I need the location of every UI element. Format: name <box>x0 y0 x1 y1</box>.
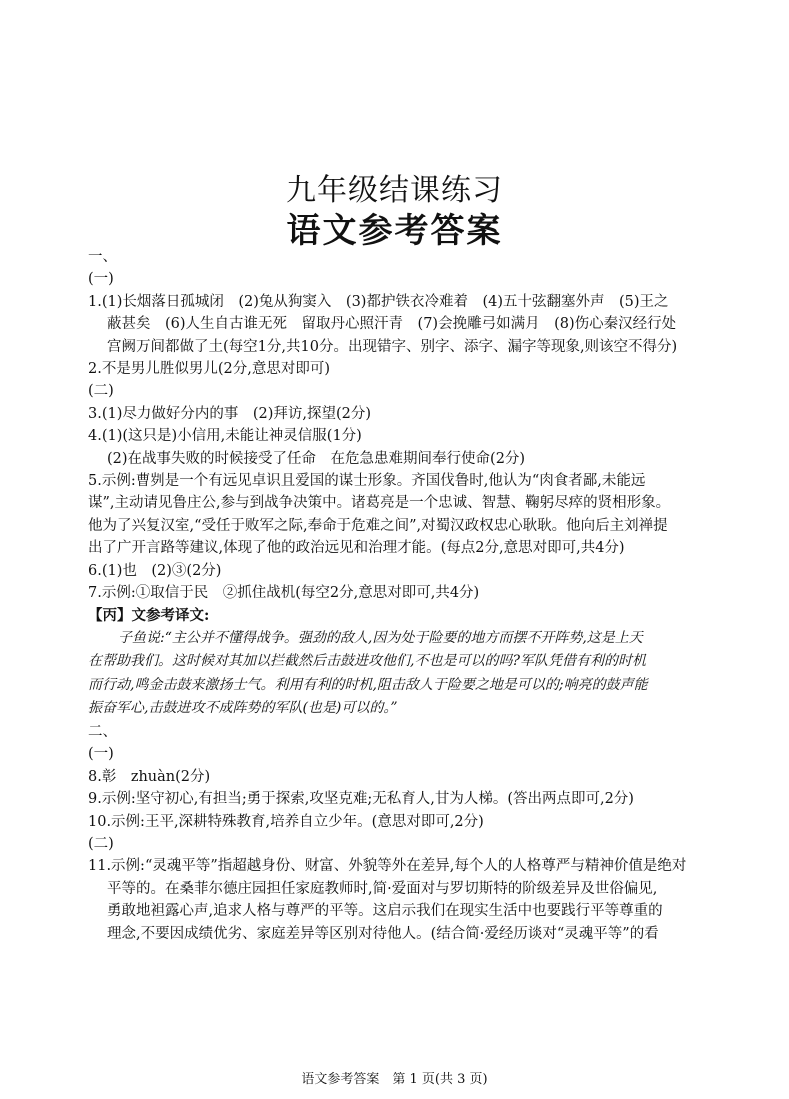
answer-line: 2.不是男儿胜似男儿(2分,意思对即可) <box>88 361 330 378</box>
translation-line: 在帮助我们。这时候对其加以拦截然后击鼓进攻他们,不也是可以的吗?军队凭借有利的时机 <box>88 653 646 670</box>
answer-line: 二、 <box>88 723 117 740</box>
answer-line: 8.彰 zhuàn(2分) <box>88 768 211 785</box>
answer-line: (二) <box>88 835 114 852</box>
answer-line: 平等的。在桑菲尔德庄园担任家庭教师时,简·爱面对与罗切斯特的阶级差异及世俗偏见, <box>107 880 658 897</box>
answer-section-one <box>88 246 708 627</box>
answer-line: 他为了兴复汉室,“受任于败军之际,奉命于危难之间”,对蜀汉政权忠心耿耿。他向后主刘禅提 <box>88 517 668 534</box>
answer-line: 6.(1)也 (2)③(2分) <box>88 562 222 579</box>
answer-line: 理念,不要因成绩优劣、家庭差异等区别对待他人。(结合简·爱经历谈对“灵魂平等”的看 <box>107 925 659 942</box>
document-subtitle: 语文参考答案 <box>286 211 503 251</box>
answer-line: 10.示例:王平,深耕特殊教育,培养自立少年。(意思对即可,2分) <box>88 813 484 830</box>
answer-line: 出了广开言路等建议,体现了他的政治远见和治理才能。(每点2分,意思对即可,共4分) <box>88 540 625 557</box>
answer-line: (2)在战事失败的时候接受了任命 在危急患难期间奉行使命(2分) <box>107 450 526 467</box>
answer-line: 9.示例:坚守初心,有担当;勇于探索,攻坚克难;无私育人,甘为人梯。(答出两点即可,2分) <box>88 791 634 808</box>
document-title: 九年级结课练习 <box>286 173 503 208</box>
answer-line: 1.(1)长烟落日孤城闭 (2)兔从狗窦入 (3)都护铁衣冷难着 (4)五十弦翻塞外声 (5)王之 <box>88 293 669 310</box>
answer-line: (一) <box>88 746 114 763</box>
answer-line: (二) <box>88 383 114 400</box>
page-footer: 语文参考答案 第 1 页(共 3 页) <box>301 1072 488 1087</box>
translation-line: 振奋军心,击鼓进攻不成阵势的军队(也是)可以的。” <box>88 700 398 717</box>
answer-section-two <box>88 721 708 945</box>
answer-line: 宫阙万间都做了土(每空1分,共10分。出现错字、别字、添字、漏字等现象,则该空不得分) <box>107 338 678 355</box>
answer-line: 4.(1)(这只是)小信用,未能让神灵信服(1分) <box>88 428 362 445</box>
answer-line: 11.示例:“灵魂平等”指超越身份、财富、外貌等外在差异,每个人的人格尊严与精神价值是绝对 <box>88 858 687 875</box>
answer-line: 【丙】文参考译文: <box>88 606 210 624</box>
answer-line: 5.示例:曹刿是一个有远见卓识且爱国的谋士形象。齐国伐鲁时,他认为“肉食者鄙,未能远 <box>88 473 646 490</box>
answer-line: 谋”,主动请见鲁庄公,参与到战争决策中。诸葛亮是一个忠诚、智慧、鞠躬尽瘁的贤相形象。 <box>88 495 671 512</box>
answer-line: 勇敢地袒露心声,追求人格与尊严的平等。这启示我们在现实生活中也要践行平等尊重的 <box>107 903 663 920</box>
translation-line: 子鱼说:“主公并不懂得战争。强劲的敌人,因为处于险要的地方而摆不开阵势,这是上天 <box>118 629 643 646</box>
answer-line: (一) <box>88 271 114 288</box>
answer-line: 3.(1)尽力做好分内的事 (2)拜访,探望(2分) <box>88 405 372 422</box>
translation-line: 而行动,鸣金击鼓来激扬士气。利用有利的时机,阻击敌人于险要之地是可以的;响亮的鼓声能 <box>88 676 648 693</box>
answer-content <box>88 246 708 945</box>
translation-block <box>88 627 708 721</box>
answer-line: 蔽甚矣 (6)人生自古谁无死 留取丹心照汗青 (7)会挽雕弓如满月 (8)伤心秦汉经行处 <box>107 316 677 333</box>
answer-line: 7.示例:①取信于民 ②抓住战机(每空2分,意思对即可,共4分) <box>88 585 480 602</box>
answer-line: 一、 <box>88 249 117 265</box>
